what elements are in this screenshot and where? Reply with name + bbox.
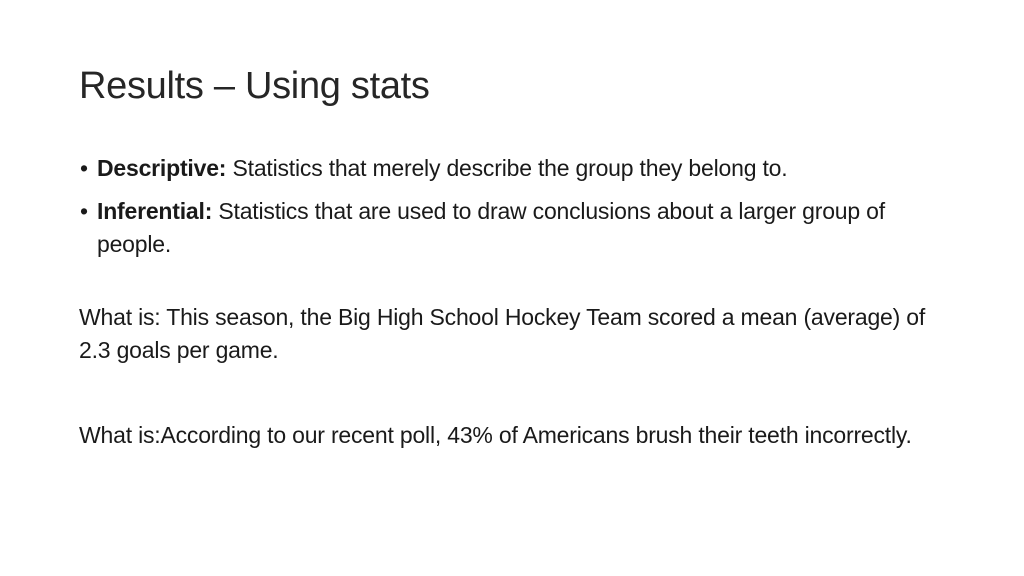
bullet-item-descriptive xyxy=(79,152,959,185)
example-paragraph-hockey: What is: This season, the Big High School Hockey Team scored a mean (average) of 2.3 goals per game. xyxy=(79,304,926,363)
bullet-icon: • xyxy=(80,155,88,181)
bullet-term: Inferential: xyxy=(97,198,213,224)
bullet-text: Statistics that are used to draw conclusions about a larger group of people. xyxy=(97,198,885,257)
bullet-list xyxy=(79,152,959,261)
bullet-text: Statistics that merely describe the group they belong to. xyxy=(232,155,788,181)
example-paragraph-poll: What is:According to our recent poll, 43% of Americans brush their teeth incorrectly. xyxy=(79,422,912,448)
slide-content xyxy=(79,152,959,452)
bullet-item-inferential xyxy=(79,195,959,261)
slide-title: Results – Using stats xyxy=(79,65,430,107)
bullet-icon: • xyxy=(80,198,88,224)
bullet-term: Descriptive: xyxy=(97,155,227,181)
